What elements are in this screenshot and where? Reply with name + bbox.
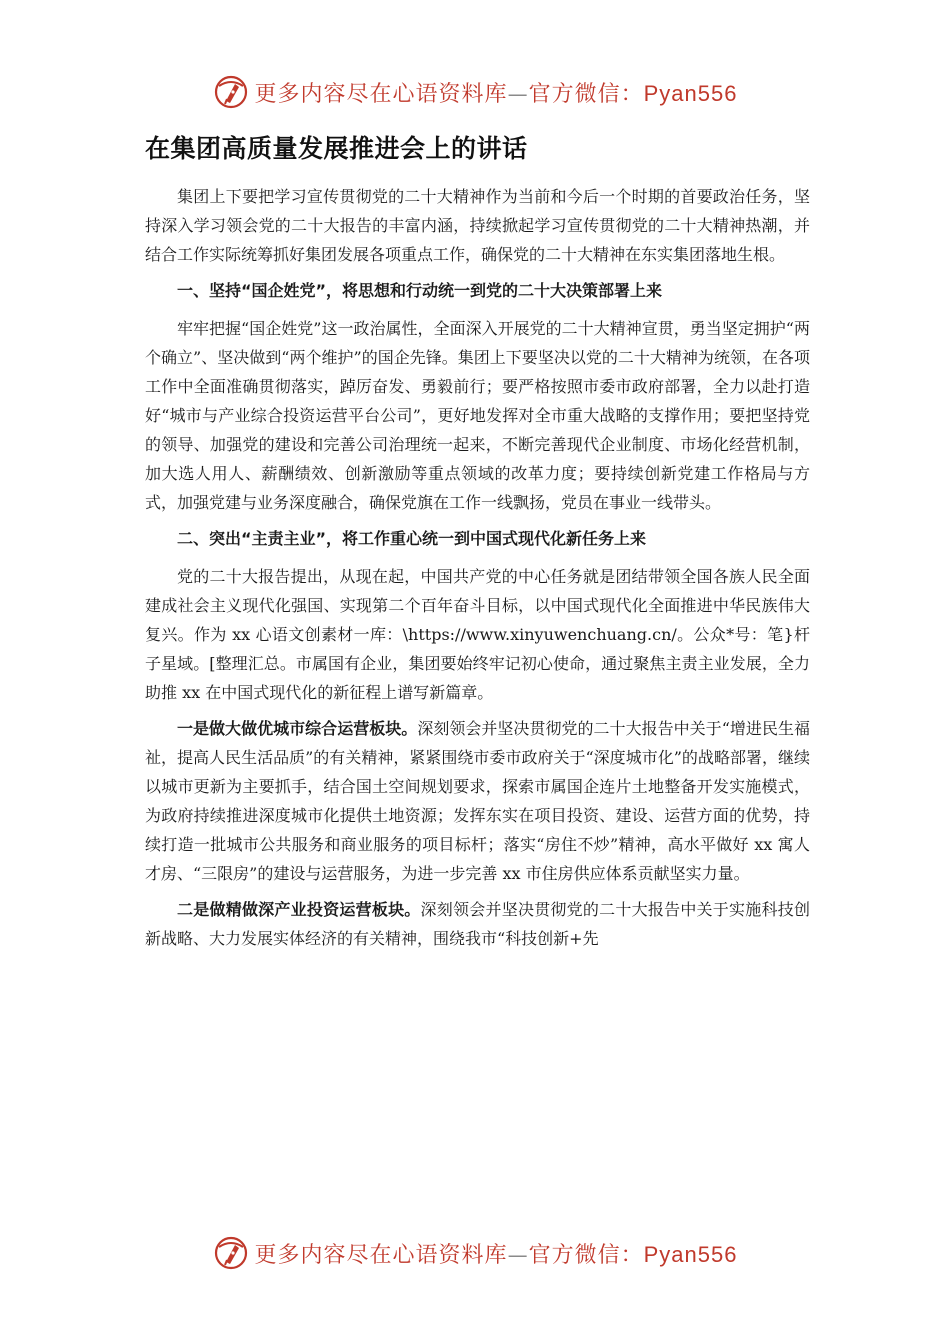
item-body-1: 深刻领会并坚决贯彻党的二十大报告中关于“增进民生福祉，提高人民生活品质”的有关精神，紧紧围绕市委市政府关于“深度城市化”的战略部署，继续以城市更新为主要抓手，结合国土空间规划要求，探索市属国企连片土地整备开发实施模式，为政府持续推进深度城市化提供土地资源；发挥东实在项目投资、建设、运营方面的优势，持续打造一批城市公共服务和商业服务的项目标杆；落实“房住不炒”精神，高水平做好 xx 寓人才房、“三限房”的建设与运营服务，为进一步完善 xx 市住房供应体系贡献坚实力量。 bbox=[145, 719, 810, 883]
item-lead-2: 二是做精做深产业投资运营板块。 bbox=[177, 900, 421, 919]
item-paragraph-2 bbox=[145, 895, 810, 953]
fountain-pen-logo-icon bbox=[213, 1235, 249, 1271]
header-banner bbox=[0, 72, 950, 112]
banner-text: 更多内容尽在心语资料库—官方微信：Pyan556 bbox=[254, 1241, 738, 1268]
section-heading-1: 一、坚持“国企姓党”，将思想和行动统一到党的二十大决策部署上来 bbox=[177, 281, 663, 300]
footer-banner bbox=[0, 1233, 950, 1273]
item-body-2: 深刻领会并坚决贯彻党的二十大报告中关于实施科技创新战略、大力发展实体经济的有关精神，围绕我市“科技创新+先 bbox=[145, 900, 810, 948]
intro-paragraph: 集团上下要把学习宣传贯彻党的二十大精神作为当前和今后一个时期的首要政治任务，坚持深入学习领会党的二十大报告的丰富内涵，持续掀起学习宣传贯彻党的二十大精神热潮，并结合工作实际统筹抓好集团发展各项重点工作，确保党的二十大精神在东实集团落地生根。 bbox=[145, 187, 810, 264]
section-body-1: 牢牢把握“国企姓党”这一政治属性，全面深入开展党的二十大精神宣贯，勇当坚定拥护“两个确立”、坚决做到“两个维护”的国企先锋。集团上下要坚决以党的二十大精神为统领，在各项工作中全面准确贯彻落实，踔厉奋发、勇毅前行；要严格按照市委市政府部署，全力以赴打造好“城市与产业综合投资运营平台公司”，更好地发挥对全市重大战略的支撑作用；要把坚持党的领导、加强党的建设和完善公司治理统一起来，不断完善现代企业制度、市场化经营机制， 加大选人用人、薪酬绩效、创新激励等重点领域的改革力度；要持续创新党建工作格局与方式，加强党建与业务深度融合，确保党旗在工作一线飘扬，党员在事业一线带头。 bbox=[145, 319, 810, 512]
fountain-pen-logo-icon bbox=[213, 74, 249, 110]
banner-text: 更多内容尽在心语资料库—官方微信：Pyan556 bbox=[254, 80, 738, 107]
section-body-2: 党的二十大报告提出，从现在起，中国共产党的中心任务就是团结带领全国各族人民全面建成社会主义现代化强国、实现第二个百年奋斗目标，以中国式现代化全面推进中华民族伟大复兴。作为 xx 心语文创素材一库：\https://www.xinyuwenchuang.cn/。公众*号：笔}杆子星域。[整理汇总。市属国有企业，集团要始终牢记初心使命，通过聚焦主责主业发展，全力助推 xx 在中国式现代化的新征程上谱写新篇章。 bbox=[145, 567, 810, 702]
item-lead-1: 一是做大做优城市综合运营板块。 bbox=[177, 719, 418, 738]
document-title: 在集团高质量发展推进会上的讲话 bbox=[145, 134, 528, 163]
section-heading-2: 二、突出“主责主业”，将工作重心统一到中国式现代化新任务上来 bbox=[177, 529, 647, 548]
document-body bbox=[145, 132, 810, 960]
item-paragraph-1 bbox=[145, 714, 810, 888]
